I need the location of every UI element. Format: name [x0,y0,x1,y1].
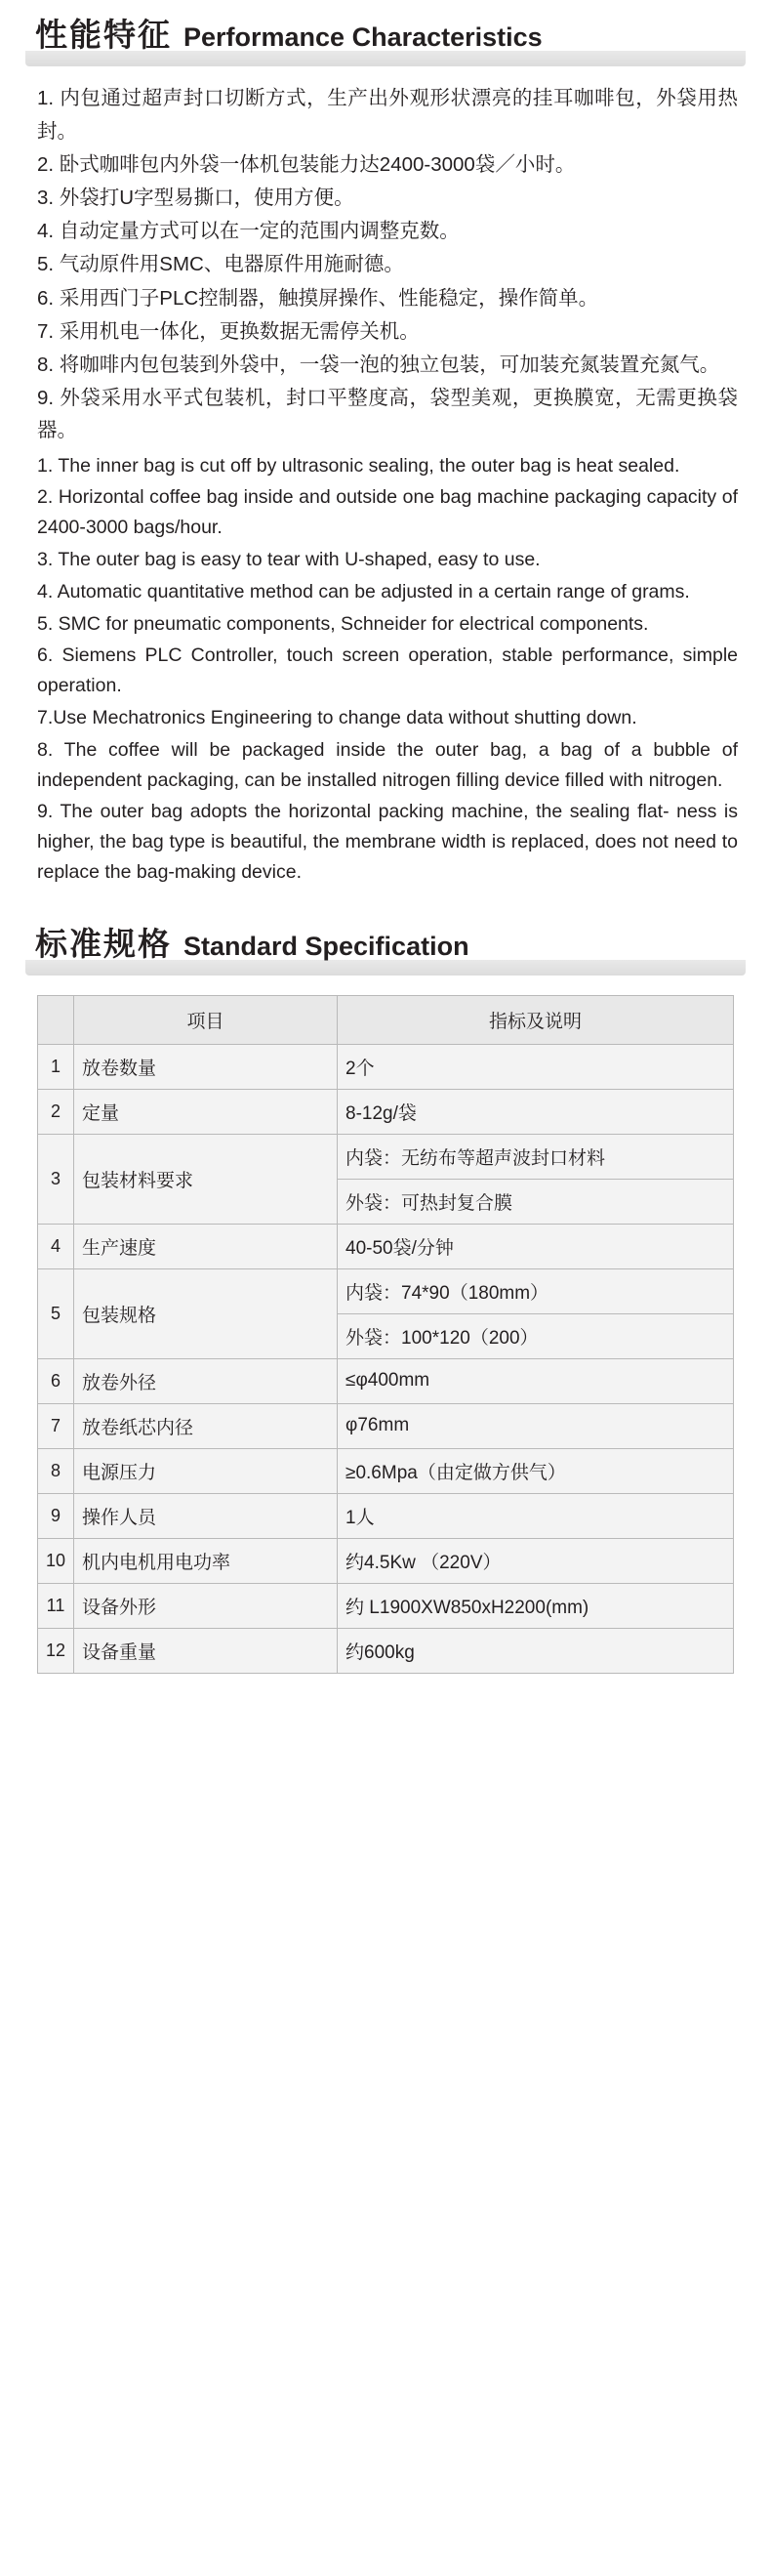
performance-cn-item: 1. 内包通过超声封口切断方式，生产出外观形状漂亮的挂耳咖啡包，外袋用热封。 [37,87,738,143]
row-value: ≥0.6Mpa（由定做方供气） [338,1448,734,1493]
row-value: 外袋：可热封复合膜 [338,1179,734,1224]
table-row [38,1583,734,1628]
table-row [38,1538,734,1583]
heading-bar [25,960,746,976]
row-item: 机内电机用电功率 [74,1538,338,1583]
row-index: 3 [38,1134,74,1224]
col-item-header: 项目 [74,995,338,1044]
row-index: 2 [38,1089,74,1134]
document-page [0,18,771,1703]
table-row [38,1089,734,1134]
row-item: 放卷外径 [74,1358,338,1403]
row-item: 生产速度 [74,1224,338,1268]
spec-table-body [38,1044,734,1673]
table-row [38,1358,734,1403]
performance-en-item: 7.Use Mechatronics Engineering to change data without shutting down. [37,706,637,728]
row-index: 1 [38,1044,74,1089]
table-row [38,1628,734,1673]
row-item: 设备重量 [74,1628,338,1673]
standard-title-en: Standard Specification [183,931,469,961]
table-row [38,1403,734,1448]
table-row [38,1493,734,1538]
heading-bar [25,51,746,66]
row-index: 6 [38,1358,74,1403]
row-value: ≤φ400mm [338,1358,734,1403]
row-index: 12 [38,1628,74,1673]
performance-cn-item: 2. 卧式咖啡包内外袋一体机包装能力达2400-3000袋／小时。 [37,152,576,176]
performance-title-cn: 性能特征 [35,17,172,53]
performance-cn-item: 5. 气动原件用SMC、电器原件用施耐德。 [37,253,404,276]
row-index: 8 [38,1448,74,1493]
row-value: 8-12g/袋 [338,1089,734,1134]
row-value: 1人 [338,1493,734,1538]
standard-title-cn: 标准规格 [35,925,172,962]
standard-section-heading [25,927,746,976]
row-index: 5 [38,1268,74,1358]
performance-cn-item: 3. 外袋打U字型易撕口，使用方便。 [37,186,354,209]
row-value: 约 L1900XW850xH2200(mm) [338,1583,734,1628]
performance-cn-item: 7. 采用机电一体化，更换数据无需停关机。 [37,319,420,343]
performance-en-item: 6. Siemens PLC Controller, touch screen operation, stable performance, simple operation. [37,644,738,697]
performance-cn-item: 8. 将咖啡内包包装到外袋中，一袋一泡的独立包装，可加装充氮装置充氮气。 [37,353,720,376]
table-row [38,1448,734,1493]
performance-title-en: Performance Characteristics [183,22,543,52]
row-item: 定量 [74,1089,338,1134]
performance-en-item: 1. The inner bag is cut off by ultrasonic sealing, the outer bag is heat sealed. [37,454,680,477]
performance-en-item: 8. The coffee will be packaged inside the outer bag, a bag of a bubble of independent packaging, can be installed nitrogen filling device filled with nitrogen. [37,738,738,791]
col-index-header [38,995,74,1044]
row-value: 外袋：100*120（200） [338,1313,734,1358]
row-value: 2个 [338,1044,734,1089]
heading-titles [25,18,746,53]
performance-en-item: 3. The outer bag is easy to tear with U-shaped, easy to use. [37,548,541,570]
spec-table-head [38,995,734,1044]
table-row [38,1224,734,1268]
row-index: 4 [38,1224,74,1268]
row-value: φ76mm [338,1403,734,1448]
row-index: 11 [38,1583,74,1628]
performance-en-item: 2. Horizontal coffee bag inside and outside one bag machine packaging capacity of 2400-3000 bags/hour. [37,486,738,539]
row-item: 放卷数量 [74,1044,338,1089]
row-item: 电源压力 [74,1448,338,1493]
performance-en-item: 5. SMC for pneumatic components, Schneider for electrical components. [37,612,649,635]
performance-en-item: 4. Automatic quantitative method can be adjusted in a certain range of grams. [37,580,690,602]
row-value: 约4.5Kw （220V） [338,1538,734,1583]
heading-titles [25,927,746,962]
spec-table-wrapper [25,985,746,1703]
performance-cn-item: 6. 采用西门子PLC控制器，触摸屏操作、性能稳定，操作简单。 [37,286,599,310]
performance-body [25,76,746,887]
standard-spec-table [37,995,734,1674]
col-spec-header: 指标及说明 [338,995,734,1044]
performance-cn-item: 4. 自动定量方式可以在一定的范围内调整克数。 [37,220,460,243]
row-index: 9 [38,1493,74,1538]
table-row [38,1044,734,1089]
row-value: 内袋：74*90（180mm） [338,1268,734,1313]
performance-cn-item: 9. 外袋采用水平式包装机，封口平整度高，袋型美观，更换膜宽，无需更换袋器。 [37,387,738,442]
performance-en-item: 9. The outer bag adopts the horizontal packing machine, the sealing flat- ness is higher, the bag type is beautiful, the membrane width is replaced, does not need to replace the bag-making device. [37,801,738,883]
row-value: 40-50袋/分钟 [338,1224,734,1268]
performance-section-heading [25,18,746,66]
row-item: 放卷纸芯内径 [74,1403,338,1448]
row-item: 包装材料要求 [74,1134,338,1224]
row-index: 10 [38,1538,74,1583]
row-value: 约600kg [338,1628,734,1673]
row-index: 7 [38,1403,74,1448]
row-item: 操作人员 [74,1493,338,1538]
row-item: 包装规格 [74,1268,338,1358]
row-value: 内袋：无纺布等超声波封口材料 [338,1134,734,1179]
table-row [38,1268,734,1313]
table-row [38,1134,734,1179]
table-header-row [38,995,734,1044]
row-item: 设备外形 [74,1583,338,1628]
